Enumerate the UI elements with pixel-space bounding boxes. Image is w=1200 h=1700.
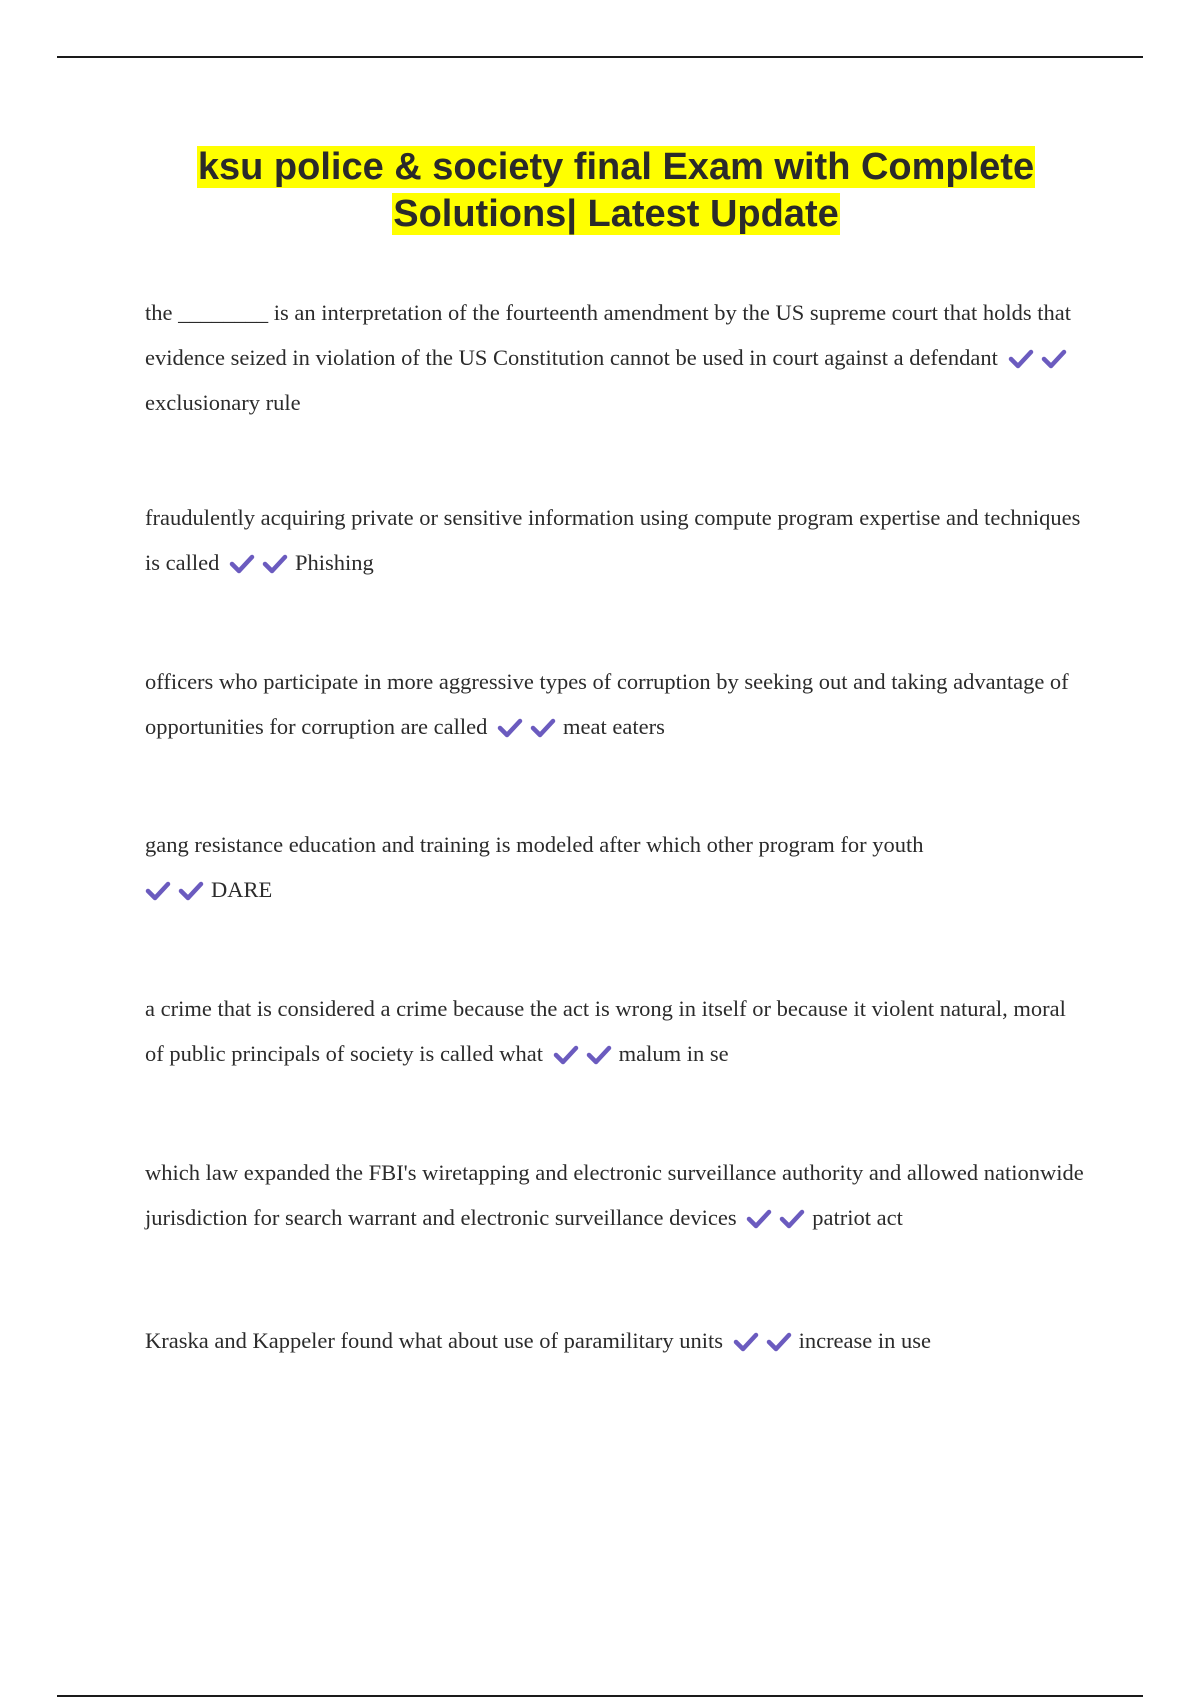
question-text: Kraska and Kappeler found what about use of paramilitary units [145, 1328, 723, 1353]
double-check-icon [497, 714, 563, 739]
top-rule [57, 56, 1143, 58]
answer-text: DARE [211, 877, 273, 902]
bottom-rule [57, 1695, 1143, 1697]
answer-text: exclusionary rule [145, 390, 301, 415]
double-check-icon [229, 550, 295, 575]
title-highlight: ksu police & society final Exam with Complete Solutions| Latest Update [197, 146, 1035, 235]
question-text: which law expanded the FBI's wiretapping and electronic surveillance authority and allowed nationwide jurisdiction for search warrant and electronic surveillance devices [145, 1160, 1084, 1230]
question-text: the ________ is an interpretation of the fourteenth amendment by the US supreme court that holds that evidence seized in violation of the US Constitution cannot be used in court against a defendant [145, 300, 1072, 370]
document-title [120, 144, 1112, 238]
answer-text: meat eaters [563, 714, 665, 739]
question-text: fraudulently acquiring private or sensitive information using compute program expertise and techniques is called [145, 505, 1081, 575]
double-check-icon [553, 1041, 619, 1066]
double-check-icon [746, 1205, 812, 1230]
qa-item-5 [145, 986, 1085, 1076]
double-check-icon [1008, 345, 1074, 370]
qa-item-2 [145, 495, 1085, 585]
answer-text: malum in se [618, 1041, 729, 1066]
double-check-icon [145, 877, 211, 902]
qa-item-6 [145, 1150, 1085, 1240]
qa-item-1 [145, 290, 1085, 425]
answer-text: Phishing [294, 550, 374, 575]
answer-text: increase in use [798, 1328, 932, 1353]
qa-item-4 [145, 822, 1085, 912]
qa-item-7 [145, 1318, 1085, 1363]
question-text: officers who participate in more aggressive types of corruption by seeking out and taking advantage of opportunities for corruption are called [145, 669, 1069, 739]
question-text: a crime that is considered a crime because the act is wrong in itself or because it violent natural, moral of public principals of society is called what [145, 996, 1066, 1066]
question-text: gang resistance education and training is modeled after which other program for youth [145, 832, 924, 857]
double-check-icon [733, 1328, 799, 1353]
qa-item-3 [145, 659, 1085, 749]
answer-text: patriot act [812, 1205, 903, 1230]
